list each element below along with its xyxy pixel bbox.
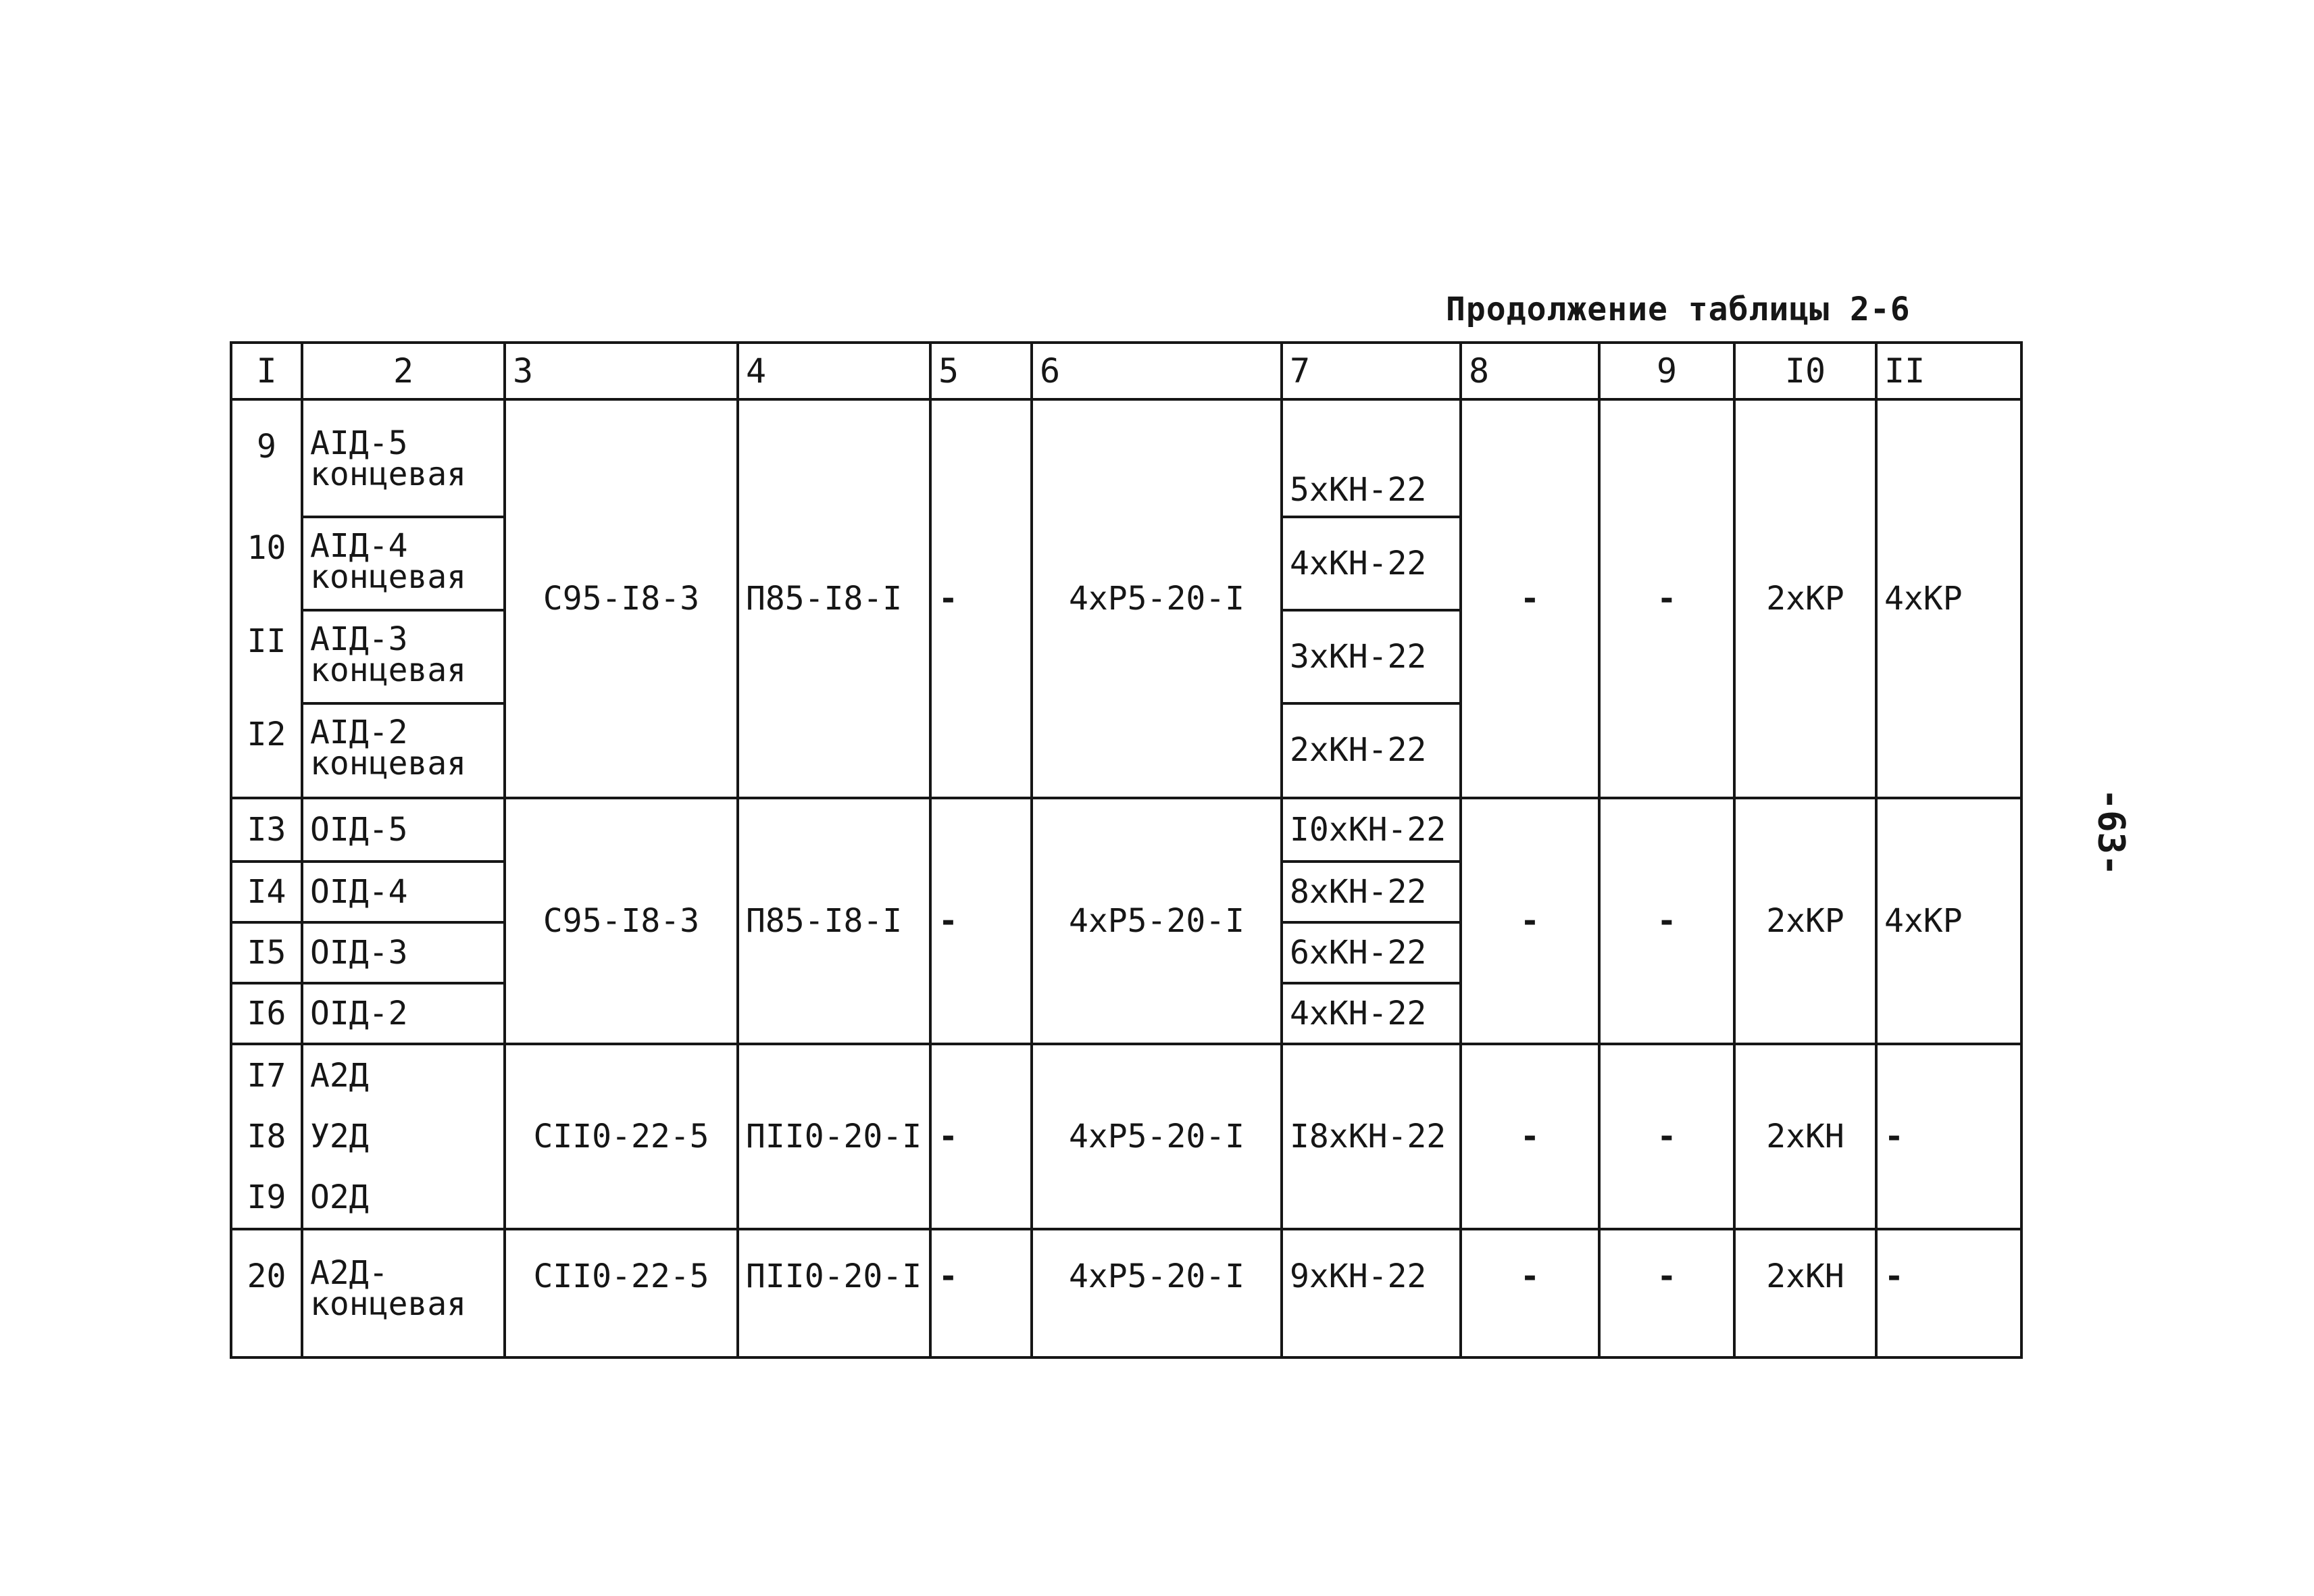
header-cell-5: 5	[930, 343, 1032, 399]
designation-cells	[302, 399, 505, 798]
cell-col-10: 2хКН	[1734, 1229, 1876, 1357]
header-cell-7: 7	[1282, 343, 1461, 399]
cell-col-7-stack	[1282, 399, 1461, 798]
row-number: 9	[257, 428, 276, 466]
designation: У2Д	[310, 1118, 369, 1155]
cell-col-7: 2хКН-22	[1283, 702, 1459, 795]
designation: ОIД-3	[303, 921, 503, 982]
cell-col-5: -	[930, 1229, 1032, 1357]
cell-col-7: 6хКН-22	[1283, 921, 1459, 982]
header-cell-2: 2	[302, 343, 505, 399]
row-number: I9	[247, 1178, 286, 1216]
header-cell-11: II	[1876, 343, 2021, 399]
designation-cells	[302, 1044, 505, 1229]
row-numbers	[231, 399, 302, 798]
cell-col-8: -	[1461, 798, 1599, 1044]
cell-col-5: -	[930, 1044, 1032, 1229]
row-numbers	[231, 798, 302, 1044]
cell-col-3: С95-I8-3	[505, 798, 738, 1044]
cell-col-6: 4хР5-20-I	[1032, 1229, 1282, 1357]
designation: АIД-3 концевая	[303, 609, 503, 702]
cell-col-3: С95-I8-3	[505, 399, 738, 798]
designation: АIД-2 концевая	[303, 702, 503, 795]
cell-col-6: 4хР5-20-I	[1032, 798, 1282, 1044]
designation: ОIД-5	[310, 811, 408, 849]
table-caption: Продолжение таблицы 2-6	[1446, 291, 1911, 328]
cell-col-7: 9хКН-22	[1282, 1229, 1461, 1357]
page-number: -63-	[2090, 788, 2133, 876]
cell-col-5: -	[930, 798, 1032, 1044]
row-number: I4	[232, 860, 301, 921]
header-cell-10: I0	[1734, 343, 1876, 399]
row-number: II	[247, 622, 286, 660]
table-row-block-4	[231, 1229, 2021, 1357]
row-number: I7	[247, 1057, 286, 1095]
cell-col-7: 8хКН-22	[1283, 860, 1459, 921]
designation: О2Д	[310, 1178, 369, 1216]
cell-col-4: ПII0-20-I	[738, 1044, 930, 1229]
cell-col-7: 4хКН-22	[1283, 982, 1459, 1043]
designation: АIД-4 концевая	[303, 516, 503, 609]
cell-col-4: ПII0-20-I	[738, 1229, 930, 1357]
table-row-block-3	[231, 1044, 2021, 1229]
cell-col-9: -	[1599, 798, 1734, 1044]
cell-col-9: -	[1599, 399, 1734, 798]
header-cell-9: 9	[1599, 343, 1734, 399]
cell-col-11: -	[1876, 1044, 2021, 1229]
cell-col-7: I0хКН-22	[1290, 811, 1447, 849]
cell-col-11: -	[1876, 1229, 2021, 1357]
cell-col-4: П85-I8-I	[738, 399, 930, 798]
cell-col-5: -	[930, 399, 1032, 798]
cell-col-3: СII0-22-5	[505, 1044, 738, 1229]
row-number: 20	[231, 1229, 302, 1357]
cell-col-7: 4хКН-22	[1283, 516, 1459, 609]
cell-col-7: I8хКН-22	[1282, 1044, 1461, 1229]
designation: ОIД-2	[303, 982, 503, 1043]
designation: А2Д	[310, 1057, 369, 1095]
spec-table	[230, 341, 2023, 1359]
cell-col-8: -	[1461, 1229, 1599, 1357]
cell-col-7: 5хКН-22	[1290, 471, 1427, 509]
table-row-block-2	[231, 798, 2021, 1044]
cell-col-3: СII0-22-5	[505, 1229, 738, 1357]
cell-col-10: 2хКН	[1734, 1044, 1876, 1229]
table-row-block-1	[231, 399, 2021, 798]
header-cell-3: 3	[505, 343, 738, 399]
designation: А2Д- концевая	[302, 1229, 505, 1357]
header-cell-6: 6	[1032, 343, 1282, 399]
cell-col-11: 4хКР	[1876, 798, 2021, 1044]
header-cell-1: I	[231, 343, 302, 399]
cell-col-7-stack	[1282, 798, 1461, 1044]
cell-col-11: 4хКР	[1876, 399, 2021, 798]
cell-col-8: -	[1461, 1044, 1599, 1229]
designation: АIД-5 концевая	[310, 424, 467, 493]
cell-col-9: -	[1599, 1044, 1734, 1229]
header-cell-4: 4	[738, 343, 930, 399]
row-number: I3	[247, 811, 286, 849]
cell-col-6: 4хР5-20-I	[1032, 1044, 1282, 1229]
cell-col-10: 2хКР	[1734, 399, 1876, 798]
cell-col-6: 4хР5-20-I	[1032, 399, 1282, 798]
cell-col-4: П85-I8-I	[738, 798, 930, 1044]
cell-col-8: -	[1461, 399, 1599, 798]
cell-col-7: 3хКН-22	[1283, 609, 1459, 702]
row-number: I6	[232, 982, 301, 1043]
designation: ОIД-4	[303, 860, 503, 921]
designation-cells	[302, 798, 505, 1044]
row-number: 10	[247, 529, 286, 567]
cell-col-10: 2хКР	[1734, 798, 1876, 1044]
row-number: I5	[232, 921, 301, 982]
header-cell-8: 8	[1461, 343, 1599, 399]
row-numbers	[231, 1044, 302, 1229]
row-number: I8	[247, 1118, 286, 1155]
cell-col-9: -	[1599, 1229, 1734, 1357]
row-number: I2	[247, 716, 286, 753]
header-row	[231, 343, 2021, 399]
